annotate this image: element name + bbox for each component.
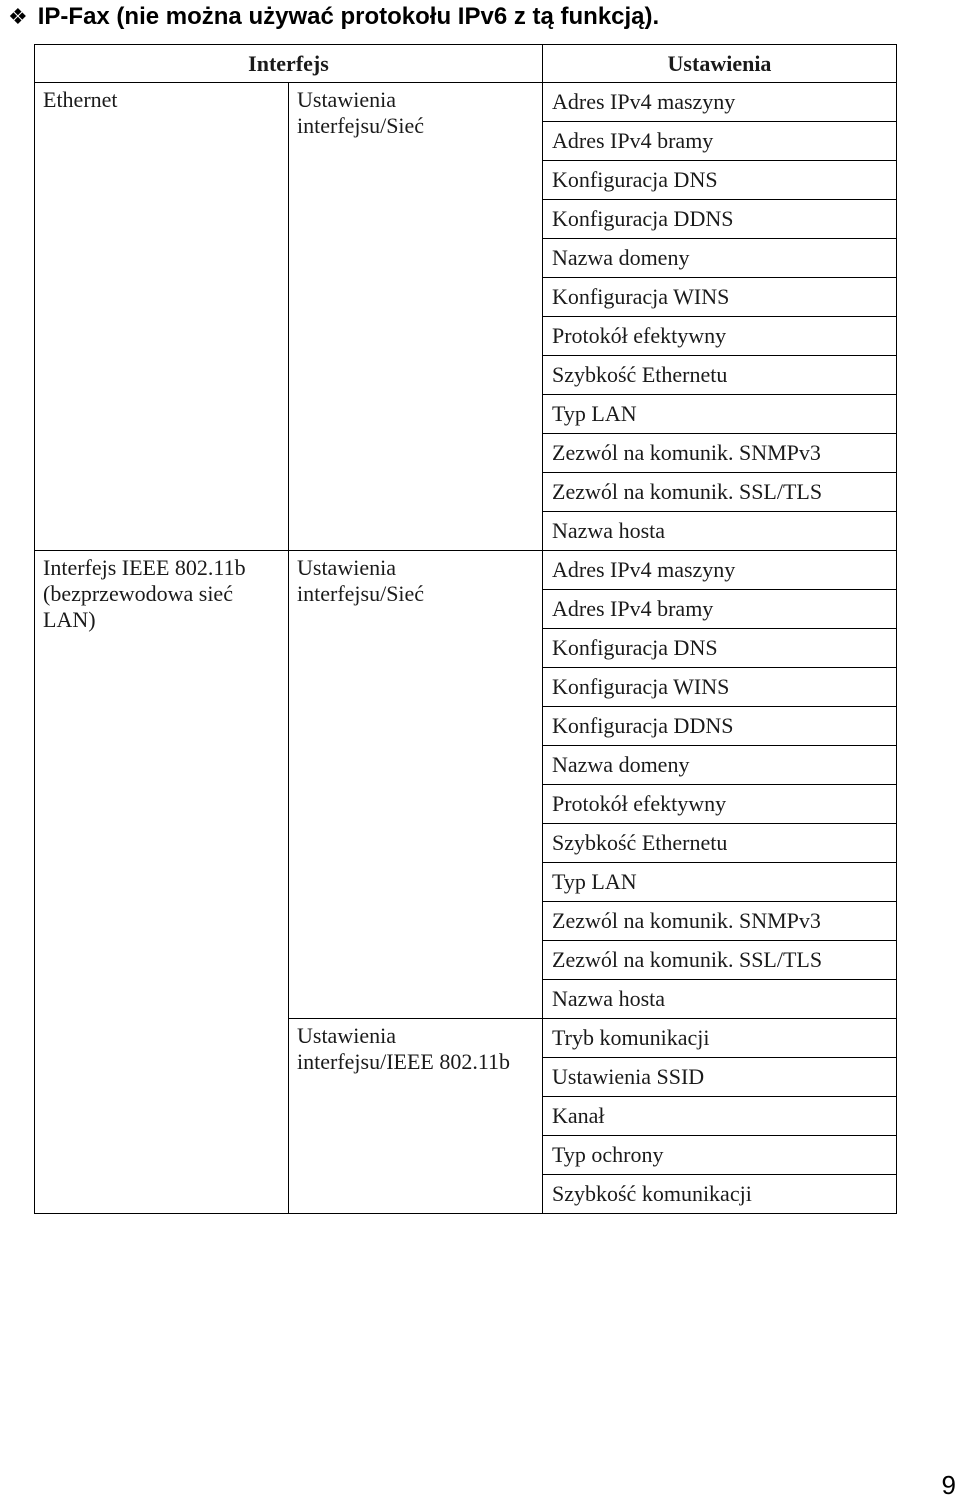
setting-cell: Typ LAN	[543, 395, 897, 434]
interface-label: Interfejs IEEE 802.11b	[43, 555, 246, 580]
interface-label: LAN)	[43, 607, 96, 632]
menu-cell	[289, 1019, 543, 1214]
setting-cell: Tryb komunikacji	[543, 1019, 897, 1058]
interface-cell	[35, 83, 289, 551]
setting-cell: Konfiguracja WINS	[543, 668, 897, 707]
interface-label: (bezprzewodowa sieć	[43, 581, 233, 606]
header-settings: Ustawienia	[543, 45, 897, 83]
setting-cell: Zezwól na komunik. SSL/TLS	[543, 473, 897, 512]
setting-cell: Szybkość komunikacji	[543, 1175, 897, 1214]
setting-cell: Konfiguracja DNS	[543, 629, 897, 668]
setting-cell: Szybkość Ethernetu	[543, 356, 897, 395]
setting-cell: Konfiguracja DDNS	[543, 707, 897, 746]
menu-label: interfejsu/Sieć	[297, 113, 425, 138]
setting-cell: Nazwa hosta	[543, 980, 897, 1019]
setting-cell: Adres IPv4 maszyny	[543, 551, 897, 590]
setting-cell: Zezwól na komunik. SNMPv3	[543, 434, 897, 473]
setting-cell: Adres IPv4 maszyny	[543, 83, 897, 122]
setting-cell: Typ LAN	[543, 863, 897, 902]
setting-cell: Szybkość Ethernetu	[543, 824, 897, 863]
setting-cell: Ustawienia SSID	[543, 1058, 897, 1097]
setting-cell: Adres IPv4 bramy	[543, 122, 897, 161]
setting-cell: Adres IPv4 bramy	[543, 590, 897, 629]
menu-label: Ustawienia	[297, 1023, 396, 1048]
menu-label: Ustawienia	[297, 87, 396, 112]
page-number: 9	[941, 1470, 956, 1500]
setting-cell: Nazwa hosta	[543, 512, 897, 551]
interface-label: Ethernet	[43, 87, 118, 112]
settings-table	[34, 44, 897, 1214]
setting-cell: Konfiguracja DNS	[543, 161, 897, 200]
setting-cell: Konfiguracja DDNS	[543, 200, 897, 239]
header-interface: Interfejs	[35, 45, 543, 83]
section-heading	[8, 0, 659, 34]
setting-cell: Konfiguracja WINS	[543, 278, 897, 317]
menu-label: interfejsu/IEEE 802.11b	[297, 1049, 511, 1074]
interface-cell	[35, 551, 289, 1214]
setting-cell: Zezwól na komunik. SSL/TLS	[543, 941, 897, 980]
section-heading-text: IP-Fax (nie można używać protokołu IPv6 z tą funkcją).	[37, 3, 660, 30]
diamond-bullet-icon: ❖	[8, 4, 28, 29]
menu-label: interfejsu/Sieć	[297, 581, 425, 606]
setting-cell: Kanał	[543, 1097, 897, 1136]
menu-cell	[289, 551, 543, 1019]
menu-cell	[289, 83, 543, 551]
setting-cell: Nazwa domeny	[543, 746, 897, 785]
menu-label: Ustawienia	[297, 555, 396, 580]
setting-cell: Zezwól na komunik. SNMPv3	[543, 902, 897, 941]
setting-cell: Typ ochrony	[543, 1136, 897, 1175]
setting-cell: Protokół efektywny	[543, 317, 897, 356]
setting-cell: Nazwa domeny	[543, 239, 897, 278]
setting-cell: Protokół efektywny	[543, 785, 897, 824]
